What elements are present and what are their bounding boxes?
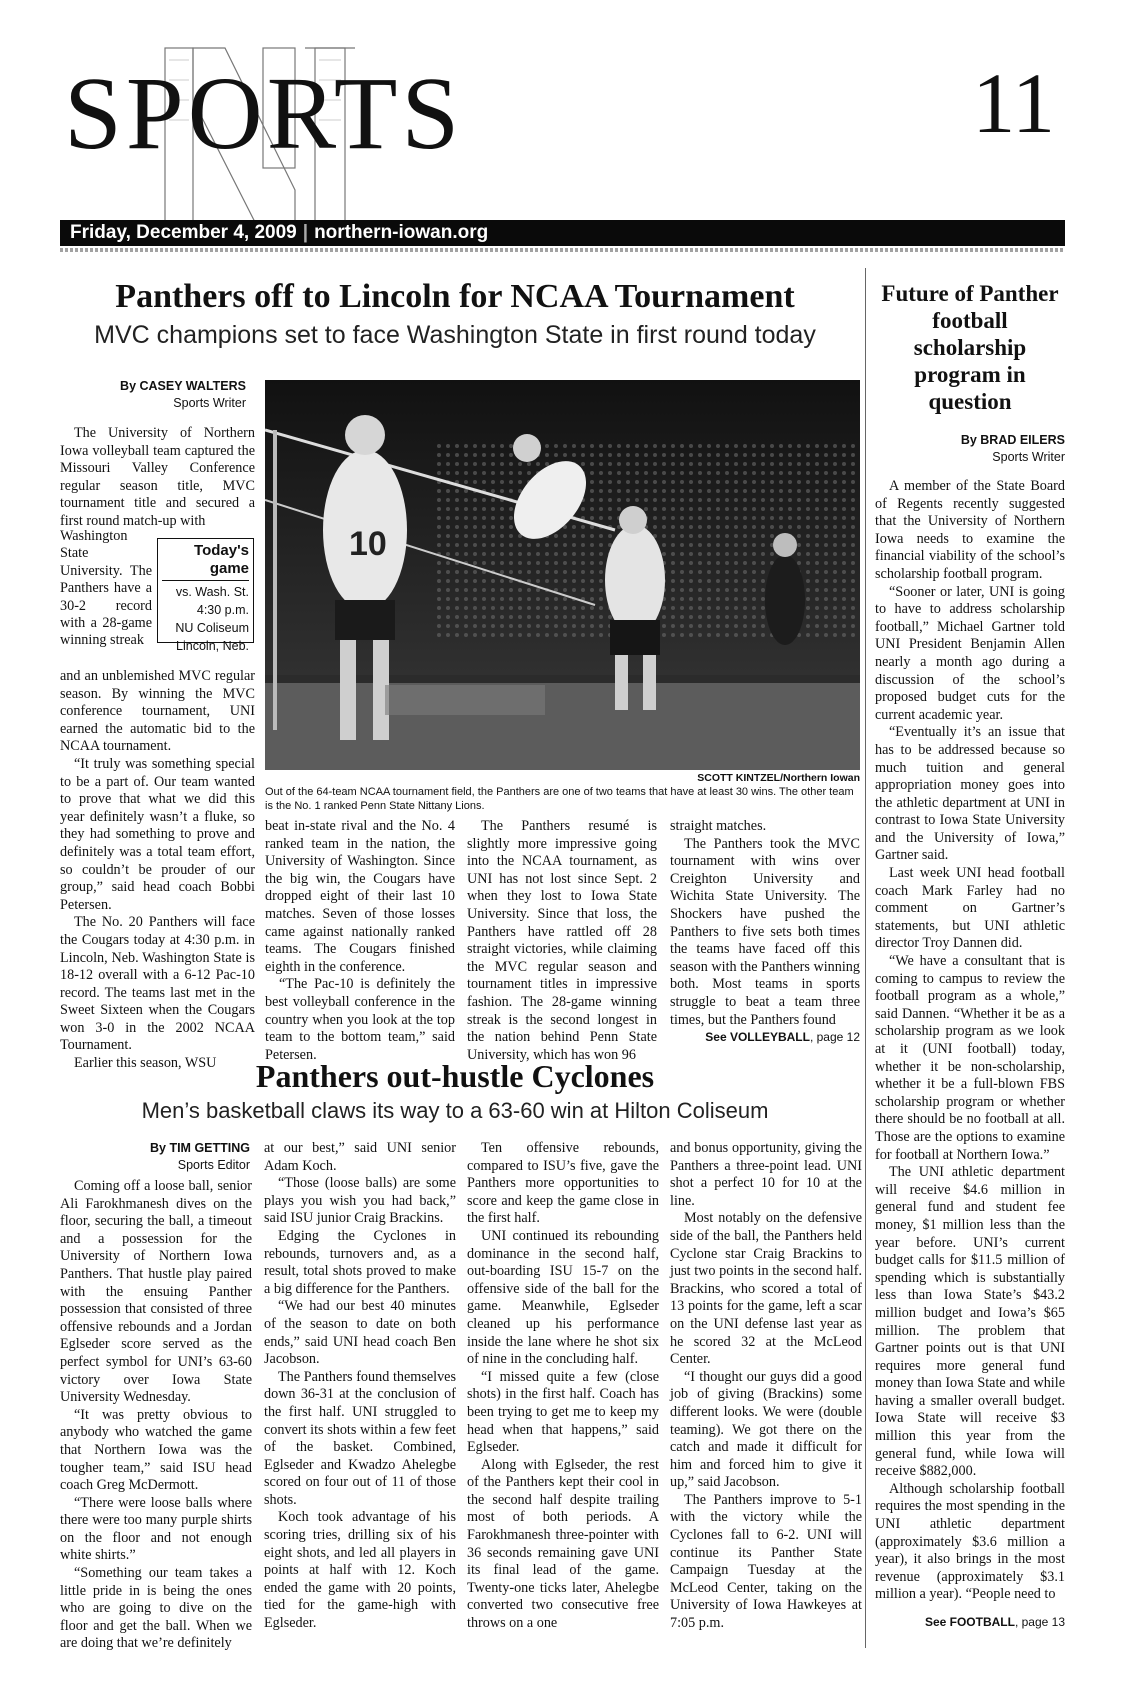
dateline-bar: Friday, December 4, 2009 | northern-iowan.org: [60, 220, 1065, 246]
story1-byline: [60, 378, 246, 412]
story2-paragraph: The Panthers improve to 5-1 with the victory while the Cyclones fall to 6-2. UNI will continue its Panther State Campaign Tuesday at the McLeod Center, taking on the University of Iowa Hawkeyes at 7:05 p.m.: [670, 1491, 862, 1632]
football-jump-link[interactable]: [875, 1615, 1065, 1629]
story1-paragraph: “It truly was something special to be a part of. Our team wanted to prove that what we did this year definitely wasn’t a fluke, so they had something to prove and definitely was a total team effort, so couldn’t be prouder of our group,” said head coach Bobbi Petersen.: [60, 755, 255, 913]
story2-paragraph: “Those (loose balls) are some plays you wish you had back,” said ISU junior Craig Brackins.: [264, 1175, 456, 1227]
story1-headline: Panthers off to Lincoln for NCAA Tournament: [115, 278, 795, 315]
story2-paragraph: UNI continued its rebounding dominance in the second half, out-boarding ISU 15-7 on the offensive side of the ball for the game. Meanwhile, Eglseder cleaned up his performance inside the lane where he shot six of nine in the concluding half.: [467, 1227, 659, 1368]
column-rule: [865, 268, 866, 1648]
story2-paragraph: at our best,” said UNI senior Adam Koch.: [264, 1140, 456, 1174]
story1-column-1-lower: [60, 668, 255, 1073]
story2-paragraph: Edging the Cyclones in rebounds, turnovers and, as a result, total shots proved to make a big difference for the Panthers.: [264, 1227, 456, 1297]
story2-dek: Men’s basketball claws its way to a 63-60 win at Hilton Coliseum: [141, 1098, 769, 1123]
jump-page: , page 13: [1014, 1615, 1065, 1629]
story3-paragraph: “Eventually it’s an issue that has to be addressed because so much tuition and general appropriation money goes into the athletic department at UNI in contrast to Iowa State University and the University of Iowa,” Gartner said.: [875, 724, 1065, 864]
photo-credit: SCOTT KINTZEL/Northern Iowan: [697, 772, 860, 784]
story2-paragraph: “Something our team takes a little pride in is being the ones who are going to dive on the floor and get the ball. When we are doing that we’re definitely: [60, 1565, 252, 1652]
story1-paragraph: Washington State University. The Panthers have a 30-2 record with a 28-game winning streak: [60, 528, 152, 649]
story1-column-1: [60, 425, 255, 531]
story2-headline: Panthers out-hustle Cyclones: [255, 1058, 655, 1094]
factbox-city: Lincoln, Neb.: [176, 639, 249, 653]
story2-column-2: [264, 1140, 456, 1633]
story2-paragraph: Koch took advantage of his scoring tries, drilling six of his eight shots, and led all players in points at half with 12. Koch ended the game with 20 points, tied for the game-high with Eglseder.: [264, 1509, 456, 1632]
story2-paragraph: Ten offensive rebounds, compared to ISU’s five, gave the Panthers more opportunities to score and keep the game close in the first half.: [467, 1140, 659, 1227]
issue-date: Friday, December 4, 2009: [70, 222, 297, 243]
story1-paragraph: The No. 20 Panthers will face the Cougars today at 4:30 p.m. in Lincoln, Neb. Washington State is 18-12 overall with a 6-12 Pac-10 record. The teams last met in the Sweet Sixteen when the Cougars won 3-0 in the 2002 NCAA Tournament.: [60, 914, 255, 1054]
byline-title: Sports Editor: [177, 1158, 250, 1172]
factbox-opponent: vs. Wash. St.: [175, 585, 249, 599]
page-number: 11: [972, 55, 1055, 151]
volleyball-photo: [265, 380, 860, 770]
story2-paragraph: “We had our best 40 minutes of the season to date on both ends,” said UNI head coach Ben Jacobson.: [264, 1298, 456, 1368]
story1-paragraph: Earlier this season, WSU: [74, 1055, 217, 1072]
jump-label: See VOLLEYBALL: [705, 1030, 810, 1044]
story2-column-3: [467, 1140, 659, 1633]
factbox-time: 4:30 p.m.: [196, 603, 249, 617]
todays-game-box: [157, 538, 254, 653]
story1-paragraph: The University of Northern Iowa volleyball team captured the Missouri Valley Conference regular season title, MVC tournament title and secured a first round match-up with: [60, 425, 255, 529]
factbox-venue: NU Coliseum: [175, 621, 249, 635]
story3-paragraph: The UNI athletic department will receive $4.6 million in general fund and student fee money, $1 million less than the year before. UNI’s current budget calls for $11.5 million of spending which is substantially less than Iowa State’s $43.2 million budget and Iowa’s $65 million. The problem that Gartner points out is that UNI requires more general fund money than Iowa State and while having a smaller overall budget. Iowa State will receive $3 million this year from the general fund, while Iowa will receive $882,000.: [875, 1164, 1065, 1480]
story2-paragraph: Along with Eglseder, the rest of the Panthers kept their cool in the second half despite trailing most of both periods. A Farokhmanesh three-pointer with 36 seconds remaining gave UNI its final lead of the game. Twenty-one ticks later, Ahelegbe converted two consecutive free throws on a one: [467, 1456, 659, 1632]
story1-column-2: [265, 818, 455, 1064]
story2-paragraph: The Panthers found themselves down 36-31 at the conclusion of the first half. UNI struggled to convert its shots within a few feet of the basket. Combined, Eglseder and Kwadzo Ahelegbe scored on four out of 11 of those shots.: [264, 1368, 456, 1508]
story1-paragraph: “The Pac-10 is definitely the best volleyball conference in the country when you look at the top team to the bottom team,” said Petersen.: [265, 976, 455, 1063]
story3-paragraph: A member of the State Board of Regents recently suggested that the University of Northern Iowa needs to examine the financial viability of the school’s scholarship football program.: [875, 478, 1065, 582]
story1-column-1-narrow: [60, 528, 152, 650]
story1-column-3: [467, 818, 657, 1064]
story2-paragraph: and bonus opportunity, giving the Panthers a three-point lead. UNI shot a perfect 10 for 10 at the line.: [670, 1140, 862, 1209]
jump-page: , page 12: [809, 1030, 860, 1044]
byline-title: Sports Writer: [173, 396, 246, 410]
section-title: SPORTS: [64, 56, 464, 171]
dateline-texture: [60, 248, 1065, 252]
story2-column-4: [670, 1140, 862, 1633]
story2-paragraph: “I thought our guys did a good job of giving (Brackins) some different looks. We were (double teaming). We got there on the catch and made it difficult for him and forced him to give it up,” said Jacobson.: [670, 1368, 862, 1491]
byline-name: By BRAD EILERS: [960, 433, 1065, 447]
story3-byline: [875, 432, 1065, 466]
story3-paragraph: Although scholarship football requires the most spending in the UNI athletic department (approximately $3.6 million a year), it also brings in the most revenue (approximately $3.1 million a year). “People need to: [875, 1480, 1065, 1603]
svg-text:10: 10: [349, 525, 387, 563]
story2-paragraph: “It was pretty obvious to anybody who watched the game that Northern Iowa was the tougher team,” said ISU head coach Greg McDermott.: [60, 1406, 252, 1494]
story3-column: [875, 478, 1065, 1604]
byline-title: Sports Writer: [992, 450, 1065, 464]
jump-label: See FOOTBALL: [924, 1615, 1015, 1629]
story3-headline: Future of Panther football scholarship program in question: [881, 281, 1059, 414]
masthead: [0, 0, 1125, 245]
story2-paragraph: “I missed quite a few (close shots) in the first half. Coach has been trying to get me to keep my head when that happens,” said Eglseder.: [467, 1368, 659, 1456]
story3-paragraph: Last week UNI head football coach Mark Farley had no comment on Gartner’s statements, but UNI athletic director Troy Dannen did.: [875, 865, 1065, 952]
story2-paragraph: Most notably on the defensive side of the ball, the Panthers held Cyclone star Craig Brackins to just two points in the second half. Brackins, who scored a total of 13 points for the game, left a scar on the UNI defense last year as he scored 32 at the McLeod Center.: [670, 1210, 862, 1368]
story1-paragraph: beat in-state rival and the No. 4 ranked team in the nation, the University of Washington. Since the big win, the Cougars have dropped eight of their last 10 matches. Seven of those losses came against nationally ranked teams. The Cougars finished eighth in the conference.: [265, 818, 455, 975]
story2-byline: [60, 1140, 250, 1174]
story1-column-4: [670, 818, 860, 1029]
factbox-title-2: game: [209, 560, 249, 577]
story1-paragraph: The Panthers took the MVC tournament with wins over Creighton University and Wichita State University. The Shockers have pushed the Panthers to five sets both times the teams have faced off this season with the Panthers winning both. Most teams in sports struggle to beat a team three times, but the Panthers found: [670, 835, 860, 1028]
story2-paragraph: “There were loose balls where there were too many purple shirts on the floor and not enough white shirts.”: [60, 1494, 252, 1564]
factbox-title: Today's: [194, 542, 249, 559]
volleyball-photo-illustration: [265, 380, 860, 770]
story1-paragraph: and an unblemished MVC regular season. By winning the MVC conference tournament, UNI earned the automatic bid to the NCAA tournament.: [60, 668, 255, 755]
site-link[interactable]: northern-iowan.org: [314, 222, 489, 243]
story2-column-1: [60, 1178, 252, 1653]
story1-paragraph: straight matches.: [670, 818, 767, 834]
story3-paragraph: “We have a consultant that is coming to campus to review the football program as a whole,” said Dannen. “Whether it be as a scholarship program as we look at it (UNI football) today, whether it be non-scholarship, whether it be a full-blown FBS scholarship program or whether there should be no football at all. Those are the options to examine for football at Northern Iowa.”: [875, 953, 1065, 1163]
volleyball-jump-link[interactable]: [700, 1030, 860, 1044]
byline-name: By CASEY WALTERS: [120, 379, 246, 393]
byline-name: By TIM GETTING: [150, 1141, 250, 1155]
photo-cutline: Out of the 64-team NCAA tournament field, the Panthers are one of two teams that have at least 30 wins. The other team is the No. 1 ranked Penn State Nittany Lions.: [265, 786, 854, 812]
story3-paragraph: “Sooner or later, UNI is going to have to address scholarship football,” Michael Gartner told UNI President Benjamin Allen nearly a month ago during a discussion of the school’s proposed budget cuts for the current academic year.: [875, 583, 1065, 723]
story2-paragraph: Coming off a loose ball, senior Ali Farokhmanesh dives on the floor, securing the ball, a timeout and a possession for the University of Northern Iowa Panthers. That hustle play paired with the ensuing Panther possession that consisted of three offensive rebounds and a Jordan Eglseder score served as the perfect symbol for UNI’s 63-60 victory over Iowa State University Wednesday.: [60, 1178, 252, 1406]
story1-dek: MVC champions set to face Washington State in first round today: [94, 321, 816, 349]
story1-paragraph: The Panthers resumé is slightly more impressive going into the NCAA tournament, as UNI has not lost since Sept. 2 when they lost to Iowa State University. Since that loss, the Panthers have rattled off 28 straight victories, while claiming the MVC regular season and tournament titles in impressive fashion. The 28-game winning streak is the second longest in the nation behind Penn State University, which has won 96: [467, 818, 657, 1063]
